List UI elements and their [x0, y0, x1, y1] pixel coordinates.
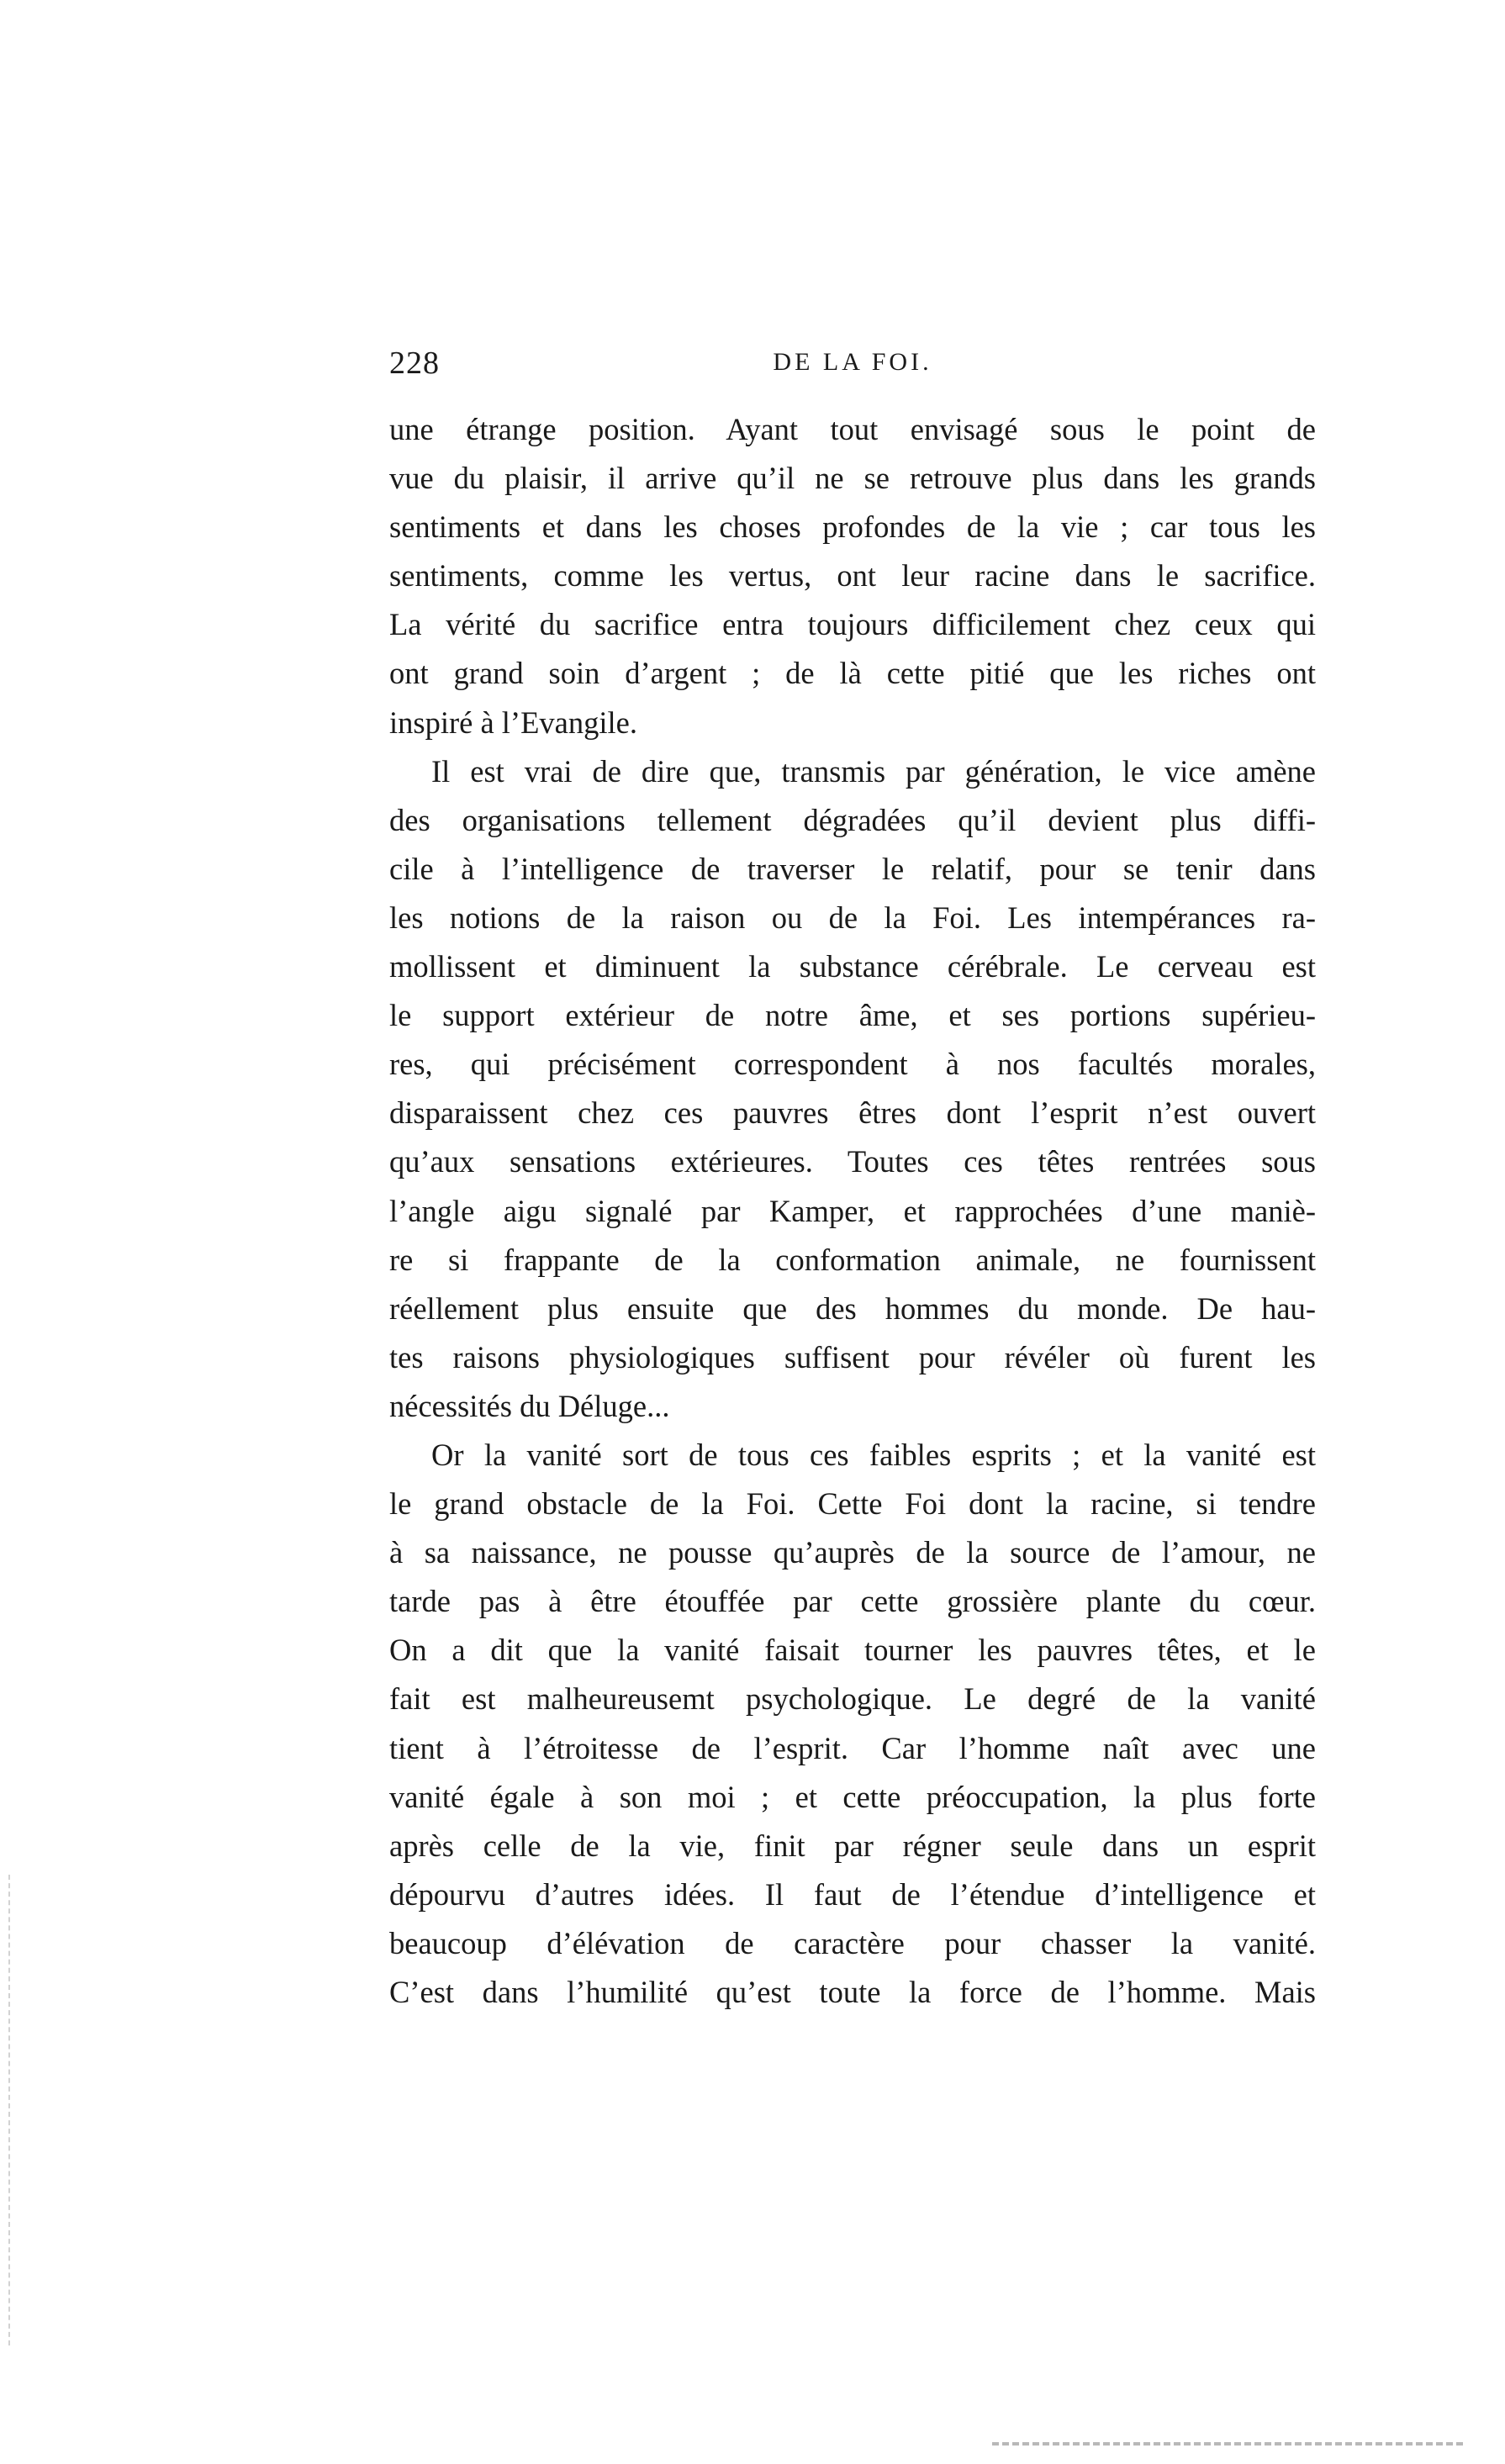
paragraph-3 [389, 1431, 1316, 2017]
text-line: ont grand soin d’argent ; de là cette pitié que les riches ont [389, 656, 1316, 691]
paragraph-1 [389, 405, 1316, 747]
text-line: disparaissent chez ces pauvres êtres dont l’esprit n’est ouvert [389, 1095, 1316, 1131]
running-head [389, 345, 1316, 395]
text-line: tarde pas à être étouffée par cette grossière plante du cœur. [389, 1584, 1316, 1619]
text-line: La vérité du sacrifice entra toujours difficilement chez ceux qui [389, 607, 1316, 642]
text-line: re si frappante de la conformation animale, ne fournissent [389, 1242, 1316, 1277]
text-line: à sa naissance, ne pousse qu’auprès de la source de l’amour, ne [389, 1535, 1316, 1570]
text-line: sentiments et dans les choses profondes de la vie ; car tous les [389, 509, 1316, 545]
text-line: les notions de la raison ou de la Foi. Les intempérances ra- [389, 900, 1316, 935]
body-text [389, 405, 1316, 2017]
text-line: dépourvu d’autres idées. Il faut de l’étendue d’intelligence et [389, 1876, 1316, 1912]
text-line: des organisations tellement dégradées qu’il devient plus diffi- [389, 802, 1316, 837]
text-line: C’est dans l’humilité qu’est toute la force de l’homme. Mais [389, 1975, 1316, 2009]
text-line: le grand obstacle de la Foi. Cette Foi dont la racine, si tendre [389, 1486, 1316, 1522]
running-title: DE LA FOI. [773, 348, 932, 376]
text-line: cile à l’intelligence de traverser le relatif, pour se tenir dans [389, 851, 1316, 886]
text-line: sentiments, comme les vertus, ont leur racine dans le sacrifice. [389, 558, 1316, 594]
page-number: 228 [389, 346, 440, 381]
text-line: qu’aux sensations extérieures. Toutes ces têtes rentrées sous [389, 1144, 1316, 1179]
text-line: l’angle aigu signalé par Kamper, et rapprochées d’une maniè- [389, 1193, 1316, 1228]
text-line: le support extérieur de notre âme, et ses portions supérieu- [389, 998, 1316, 1033]
text-line: mollissent et diminuent la substance cérébrale. Le cerveau est [389, 949, 1316, 984]
text-line: Il est vrai de dire que, transmis par génération, le vice amène [431, 753, 1316, 789]
text-line: tient à l’étroitesse de l’esprit. Car l’homme naît avec une [389, 1730, 1316, 1765]
text-line: beaucoup d’élévation de caractère pour chasser la vanité. [389, 1925, 1316, 1960]
text-line: réellement plus ensuite que des hommes du monde. De hau- [389, 1290, 1316, 1326]
text-line: vue du plaisir, il arrive qu’il ne se retrouve plus dans les grands [389, 461, 1316, 496]
scan-bottom-marks [992, 2442, 1463, 2451]
text-line: On a dit que la vanité faisait tourner les pauvres têtes, et le [389, 1633, 1316, 1668]
text-line: fait est malheureusemt psychologique. Le degré de la vanité [389, 1681, 1316, 1717]
text-line: res, qui précisément correspondent à nos facultés morales, [389, 1047, 1316, 1082]
text-line: nécessités du Déluge... [389, 1388, 670, 1423]
scan-gutter-marks [8, 1875, 20, 2345]
text-line: tes raisons physiologiques suffisent pour révéler où furent les [389, 1339, 1316, 1374]
paragraph-2 [389, 747, 1316, 1431]
text-line: Or la vanité sort de tous ces faibles esprits ; et la vanité est [431, 1437, 1316, 1472]
text-line: une étrange position. Ayant tout envisagé sous le point de [389, 412, 1316, 446]
text-line: inspiré à l’Evangile. [389, 704, 637, 740]
text-line: vanité égale à son moi ; et cette préoccupation, la plus forte [389, 1779, 1316, 1814]
text-line: après celle de la vie, finit par régner seule dans un esprit [389, 1828, 1316, 1863]
